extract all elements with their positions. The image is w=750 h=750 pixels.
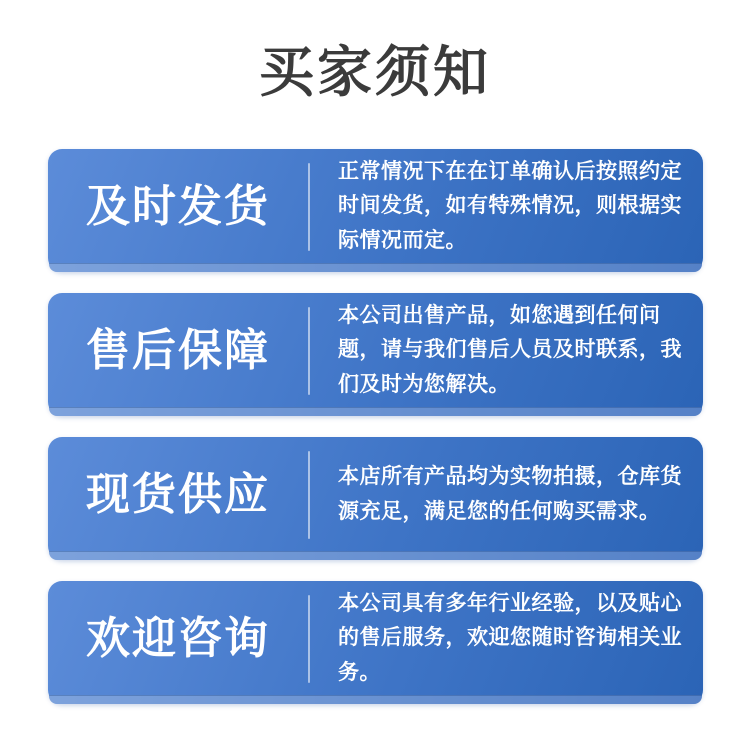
card-heading: 欢迎咨询 [86, 613, 270, 663]
page-title: 买家须知 [258, 41, 491, 103]
card-heading: 现货供应 [86, 469, 270, 519]
card-body-text: 本店所有产品均为实物拍摄，仓库货源充足，满足您的任何购买需求。 [338, 465, 682, 523]
card-heading: 及时发货 [86, 181, 270, 231]
card-heading: 售后保障 [86, 325, 270, 375]
notice-card-consult [48, 581, 703, 704]
notice-card-list [48, 149, 703, 704]
card-body-text: 本公司出售产品，如您遇到任何问题，请与我们售后人员及时联系，我们及时为您解决。 [338, 304, 682, 396]
notice-card-aftersales [48, 293, 703, 416]
card-body-text: 本公司具有多年行业经验，以及贴心的售后服务，欢迎您随时咨询相关业务。 [338, 592, 682, 684]
notice-card-stock [48, 437, 703, 560]
notice-card-shipping [48, 149, 703, 272]
card-body-text: 正常情况下在在订单确认后按照约定时间发货，如有特殊情况，则根据实际情况而定。 [338, 160, 682, 252]
